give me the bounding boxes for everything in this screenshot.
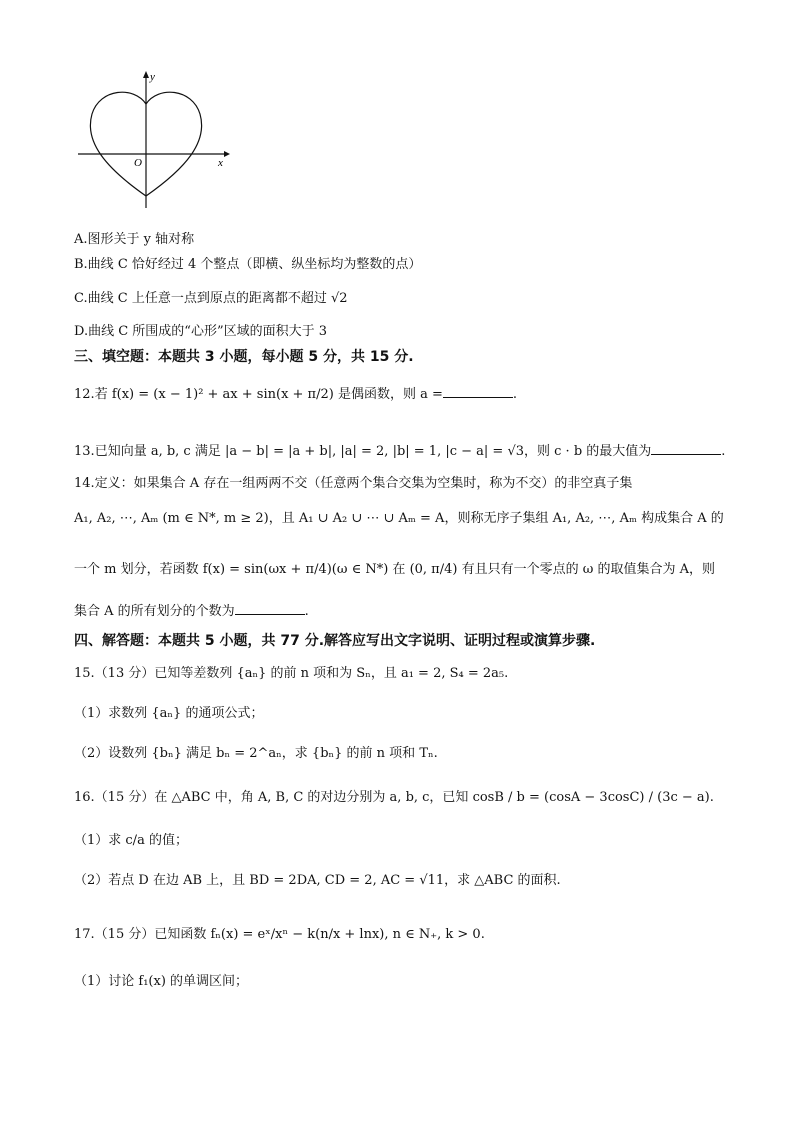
- q12-number: 12.: [74, 387, 95, 402]
- y-axis-arrow: [143, 71, 149, 78]
- q13-number: 13.: [74, 444, 95, 459]
- option-c: C.曲线 C 上任意一点到原点的距离都不超过 √2: [74, 291, 348, 306]
- q13-answer-blank[interactable]: [651, 442, 721, 455]
- q14-line-4-text: 集合 A 的所有划分的个数为: [74, 604, 235, 619]
- question-17-part-1: （1）讨论 f₁(x) 的单调区间；: [74, 974, 249, 989]
- question-14-line-3: 一个 m 划分，若函数 f(x) = sin(ωx + π/4)(ω ∈ N*) 在 (0, π/4) 有且只有一个零点的 ω 的取值集合为 A，则: [74, 562, 715, 577]
- question-12: [74, 384, 517, 406]
- y-axis-label: y: [150, 71, 155, 83]
- section-fill-in-header: 三、填空题：本题共 3 小题，每小题 5 分，共 15 分.: [74, 349, 414, 365]
- q16-stem-prefix: 16.（15 分）在 △ABC 中，角 A, B, C 的对边分别为 a, b, c，已知: [74, 790, 469, 805]
- q12-mid: 是偶函数，则: [337, 387, 416, 402]
- option-b: B.曲线 C 恰好经过 4 个整点（即横、纵坐标均为整数的点）: [74, 257, 422, 272]
- question-14-line-2: A₁, A₂, ⋯, Aₘ (m ∈ N*, m ≥ 2)，且 A₁ ∪ A₂ ∪ ⋯ ∪ Aₘ = A，则称无序子集组 A₁, A₂, ⋯, Aₘ 构成集合 A 的: [74, 511, 724, 526]
- q14-answer-blank[interactable]: [235, 602, 305, 615]
- q16-stem-end: .: [709, 790, 714, 805]
- question-14-line-4: [74, 601, 309, 623]
- question-16-part-1: （1）求 c/a 的值；: [74, 833, 188, 848]
- q13-text: 已知向量 a, b, c 满足 |a − b| = |a + b|, |a| = 2, |b| = 1, |c − a| = √3，则 c · b 的最大值为: [94, 444, 652, 459]
- q16-stem-expression: cosB / b = (cosA − 3cosC) / (3c − a): [472, 790, 710, 805]
- option-d: D.曲线 C 所围成的“心形”区域的面积大于 3: [74, 324, 327, 339]
- question-14-line-1: 14.定义：如果集合 A 存在一组两两不交（任意两个集合交集为空集时，称为不交）的非空真子集: [74, 476, 633, 491]
- origin-label: O: [134, 157, 142, 169]
- q12-end: .: [512, 387, 518, 402]
- question-15-part-1: （1）求数列 {aₙ} 的通项公式；: [74, 706, 264, 721]
- question-16-stem: [74, 787, 714, 809]
- q12-expression: f(x) = (x − 1)² + ax + sin(x + π/2): [111, 387, 334, 402]
- q13-end: .: [721, 444, 726, 459]
- question-17-stem: 17.（15 分）已知函数 fₙ(x) = eˣ/xⁿ − k(n/x + lnx), n ∈ N₊, k > 0.: [74, 927, 485, 942]
- x-axis-label: x: [218, 157, 223, 169]
- q12-prefix: 若: [94, 387, 108, 402]
- section-solve-header: 四、解答题：本题共 5 小题，共 77 分.解答应写出文字说明、证明过程或演算步骤.: [74, 633, 596, 649]
- q14-end: .: [304, 604, 309, 619]
- q12-var: a =: [420, 387, 443, 402]
- question-15-stem: 15.（13 分）已知等差数列 {aₙ} 的前 n 项和为 Sₙ，且 a₁ = 2, S₄ = 2a₅.: [74, 666, 509, 681]
- x-axis-arrow: [224, 151, 230, 157]
- q12-answer-blank[interactable]: [443, 385, 513, 398]
- question-15-part-2: （2）设数列 {bₙ} 满足 bₙ = 2^aₙ，求 {bₙ} 的前 n 项和 Tₙ.: [74, 746, 438, 761]
- option-a: A.图形关于 y 轴对称: [74, 232, 195, 247]
- heart-curve-figure: [74, 68, 244, 218]
- question-16-part-2: （2）若点 D 在边 AB 上，且 BD = 2DA, CD = 2, AC = √11，求 △ABC 的面积.: [74, 873, 561, 888]
- question-13: [74, 441, 725, 463]
